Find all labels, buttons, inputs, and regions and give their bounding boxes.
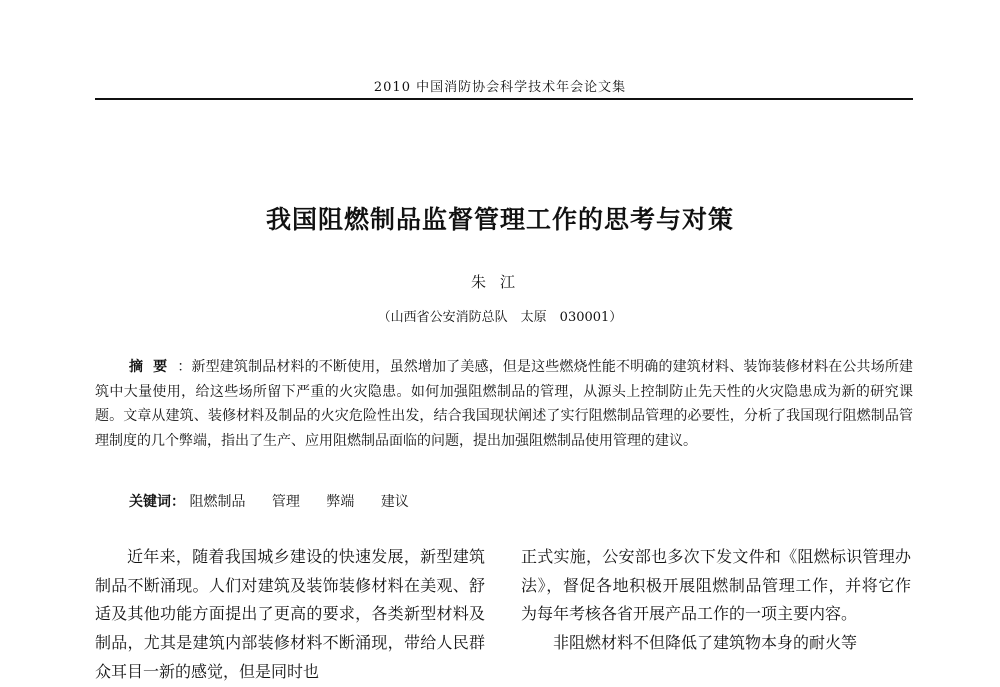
keyword-item: 管理 [271,494,300,510]
author-name: 朱江 [470,273,529,291]
abstract-text: 新型建筑制品材料的不断使用，虽然增加了美感，但是这些燃烧性能不明确的建筑材料、装饰装修材料在公共场所建筑中大量使用，给这些场所留下严重的火灾隐患。如何加强阻燃制品的管理，从源头上控制防止先天性的火灾隐患成为新的研究课题。文章从建筑、装修材料及制品的火灾危险性出发，结合我国现状阐述了实行阻燃制品管理的必要性，分析了我国现行阻燃制品管理制度的几个弊端，指出了生产、应用阻燃制品面临的问题，提出加强阻燃制品使用管理的建议。 [95,359,914,449]
body-paragraph: 正式实施，公安部也多次下发文件和《阻燃标识管理办法》，督促各地积极开展阻燃制品管理工作，并将它作为每年考核各省开展产品工作的一项主要内容。 [521,547,911,624]
body-paragraph: 非阻燃材料不但降低了建筑物本身的耐火等 [553,633,858,653]
abstract-label: 摘要 [129,359,178,375]
keyword-item: 弊端 [326,494,355,510]
keyword-item: 阻燃制品 [189,494,246,510]
header-rule [95,98,913,100]
abstract: 摘要：新型建筑制品材料的不断使用，虽然增加了美感，但是这些燃烧性能不明确的建筑材料、装饰装修材料在公共场所建筑中大量使用，给这些场所留下严重的火灾隐患。如何加强阻燃制品的管理，从源头上控制防止先天性的火灾隐患成为新的研究课题。文章从建筑、装修材料及制品的火灾危险性出发，结合我国现状阐述了实行阻燃制品管理的必要性，分析了我国现行阻燃制品管理制度的几个弊端，指出了生产、应用阻燃制品面临的问题，提出加强阻燃制品使用管理的建议。 [95,359,914,449]
author-affiliation: （山西省公安消防总队 太原 030001） [377,310,623,325]
body-paragraph: 近年来，随着我国城乡建设的快速发展，新型建筑制品不断涌现。人们对建筑及装饰装修材料在美观、舒适及其他功能方面提出了更高的要求，各类新型材料及制品，尤其是建筑内部装修材料不断涌现，带给人民群众耳目一新的感觉，但是同时也 [95,547,485,681]
running-header: 2010 中国消防协会科学技术年会论文集 [373,80,627,95]
keywords [129,491,431,511]
body-column-left [95,543,485,687]
article-title: 我国阻燃制品监督管理工作的思考与对策 [265,205,734,234]
keyword-item: 建议 [380,494,409,510]
body-column-right [521,543,911,658]
keywords-label: 关键词： [129,494,185,510]
